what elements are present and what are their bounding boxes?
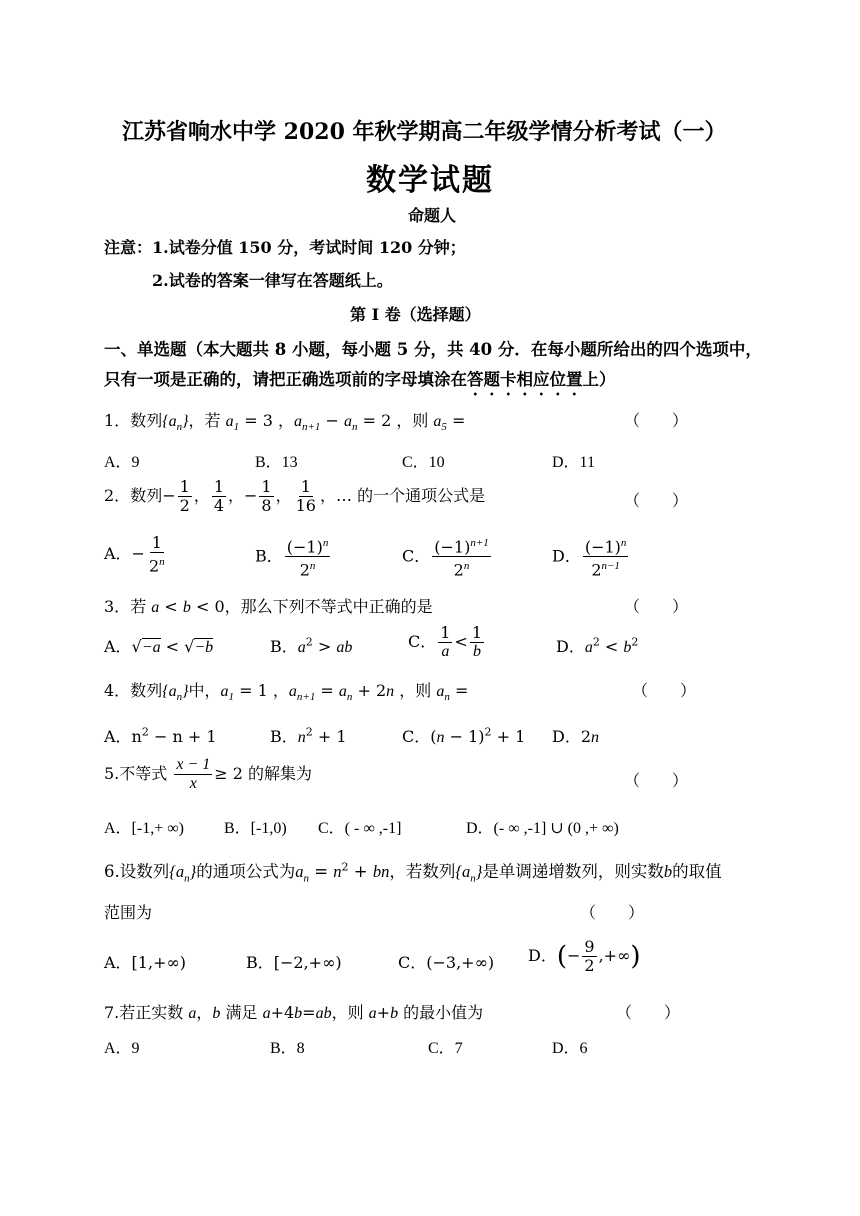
section-heading-a: 一、单选题（本大题共 8 小题，每小题 5 分，共 40 分．在每小题所给出的四个选项中， — [104, 340, 762, 359]
q6-text: 设数列$\{a_n\}$的通项公式为$a_n = n^2$ + bn，若数列$\{a_n\}$是单调递增数列，则实数b的取值 — [119, 860, 722, 885]
q6-number: 6. — [104, 862, 120, 881]
q1-option-c[interactable]: C．10 — [402, 454, 445, 471]
question-1 — [104, 408, 465, 433]
question-2 — [104, 478, 485, 515]
question-5 — [104, 756, 312, 793]
notes-line-1 — [104, 235, 466, 258]
q6-answer-paren[interactable]: （ ） — [580, 903, 645, 922]
q4-answer-paren[interactable]: （ ） — [632, 681, 697, 700]
q3-option-c[interactable]: C． $\frac{1}{a}$ < $\frac{1}{b}$ — [408, 623, 483, 660]
q2-number: 2． — [104, 486, 131, 505]
q6-option-c[interactable]: C．(−3,+∞) — [398, 953, 495, 972]
q1-answer-paren[interactable]: （ ） — [624, 411, 689, 430]
q7-text: 若正实数 a，b 满足 a+4b=ab，则 a+b 的最小值为 — [119, 1003, 484, 1022]
q6-option-a[interactable]: A．[1,+∞) — [104, 953, 187, 972]
q7-option-a[interactable]: A．9 — [104, 1040, 140, 1057]
exam-title: 江苏省响水中学 2020 年秋学期高二年级学情分析考试（一） — [122, 119, 727, 145]
question-4 — [104, 678, 468, 703]
section-heading-b-line — [104, 366, 616, 399]
subject-title: 数学试题 — [366, 163, 494, 198]
q2-answer-paren[interactable]: （ ） — [624, 491, 689, 510]
q4-option-c[interactable]: C．$(n - 1)^2 + 1$ — [402, 725, 526, 746]
q2-option-b[interactable]: B． $\frac{(-1)^n}{2^n}$ — [255, 534, 332, 580]
q3-answer-paren[interactable]: （ ） — [624, 597, 689, 616]
q4-number: 4． — [104, 681, 131, 700]
q3-option-a[interactable]: A．√−a < √−b — [104, 637, 214, 656]
question-6 — [104, 858, 722, 884]
q2-option-a[interactable]: A．− $\frac{1}{2^n}$ — [104, 533, 165, 576]
q5-text: 不等式 $\frac{x - 1}{x}$ ≥ 2 的解集为 — [119, 756, 313, 792]
q2-option-c[interactable]: C． $\frac{(-1)^{n+1}}{2^n}$ — [402, 534, 493, 580]
q1-option-a[interactable]: A．9 — [104, 454, 140, 471]
q5-option-d[interactable]: D．(- ∞ ,-1] ∪ (0 ,+ ∞) — [466, 820, 619, 837]
q3-number: 3． — [104, 597, 131, 616]
question-3 — [104, 594, 433, 617]
section-heading-d: 上） — [582, 370, 616, 389]
q1-number: 1． — [104, 411, 131, 430]
q3-option-d[interactable]: D．$a^2 < b^2$ — [556, 635, 639, 656]
q6-option-b[interactable]: B．[−2,+∞) — [246, 953, 342, 972]
q7-answer-paren[interactable]: （ ） — [616, 1003, 681, 1022]
section-heading-c: 答题卡相应位置 — [467, 370, 583, 389]
volume-title: 第 I 卷（选择题） — [350, 305, 481, 324]
q7-option-c[interactable]: C．7 — [428, 1040, 463, 1057]
q5-option-a[interactable]: A．[-1,+ ∞) — [104, 820, 184, 837]
q4-option-a[interactable]: A．$n^2 - n + 1$ — [104, 725, 217, 746]
q3-text: 若 a < b < 0，那么下列不等式中正确的是 — [130, 597, 433, 616]
q7-option-d[interactable]: D．6 — [552, 1040, 588, 1057]
section-heading-b: 只有一项是正确的，请把正确选项前的字母填涂在 — [104, 370, 467, 389]
q6-option-d[interactable]: D．(− $\frac{9}{2}$ ,+∞) — [528, 937, 641, 975]
q1-option-b[interactable]: B．13 — [255, 454, 298, 471]
q2-text: 数列− $\frac{1}{2}$ ， $\frac{1}{4}$ ，− $\frac{1}{8}$ ， $\frac{1}{16}$ ，… 的一个通项公式是 — [130, 477, 486, 515]
q2-option-d[interactable]: D． $\frac{(-1)^n}{2^{n-1}}$ — [552, 534, 630, 580]
q1-option-d[interactable]: D．11 — [552, 454, 595, 471]
q5-number: 5. — [104, 764, 120, 783]
note-2: 2.试卷的答案一律写在答题纸上。 — [152, 271, 393, 290]
notes-label: 注意： — [104, 238, 153, 257]
q5-answer-paren[interactable]: （ ） — [624, 771, 689, 790]
q3-option-b[interactable]: B．$a^2$ > ab — [270, 635, 353, 656]
author-line: 命题人 — [408, 206, 457, 225]
q7-option-b[interactable]: B．8 — [270, 1040, 305, 1057]
q5-option-c[interactable]: C．( - ∞ ,-1] — [318, 820, 402, 837]
q4-text: 数列$\{a_n\}$中，$a_1 = 1$ ，$a_{n+1} = a_n + 2n$ ，则 $a_n$ = — [130, 681, 469, 704]
q4-option-d[interactable]: D．2n — [552, 727, 600, 746]
note-1: 1.试卷分值 150 分，考试时间 120 分钟； — [152, 238, 466, 257]
q7-number: 7. — [104, 1003, 120, 1022]
q4-option-b[interactable]: B．$n^2 + 1$ — [270, 725, 347, 746]
q5-option-b[interactable]: B．[-1,0) — [224, 820, 287, 837]
question-7 — [104, 1000, 483, 1023]
q6-text-2: 范围为 — [104, 903, 153, 922]
q1-text: 数列$\{a_n\}$，若 $a_1 = 3$ ，$a_{n+1} - a_n = 2$ ，则 $a_5$ = — [130, 411, 466, 434]
